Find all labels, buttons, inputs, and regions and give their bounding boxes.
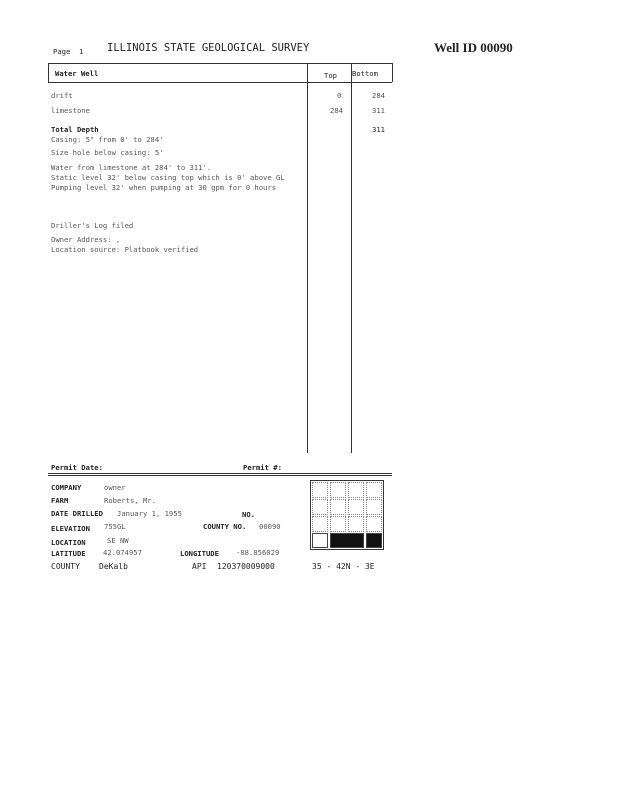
table-top-rule xyxy=(48,63,392,64)
drillers-log-note: Driller's Log filed xyxy=(51,221,134,230)
grid-cell xyxy=(366,482,382,498)
grid-cell xyxy=(366,499,382,515)
grid-cell xyxy=(312,533,328,548)
casing-note: Casing: 5" from 0' to 284' xyxy=(51,135,164,144)
api-label: API xyxy=(192,562,207,571)
owner-address-note: Owner Address: , xyxy=(51,235,121,244)
formation-name: limestone xyxy=(51,106,90,115)
formation-name: drift xyxy=(51,91,73,100)
grid-cell xyxy=(330,499,346,515)
water-from-note: Water from limestone at 284' to 311'. xyxy=(51,163,212,172)
county-no-label: COUNTY NO. xyxy=(203,522,247,531)
table-left-border xyxy=(48,63,49,82)
size-hole-note: Size hole below casing: 5' xyxy=(51,148,164,157)
column-divider-bottom xyxy=(351,63,352,453)
well-id: Well ID 00090 xyxy=(434,40,513,55)
static-level-note: Static level 32' below casing top which is 0' above GL xyxy=(51,173,285,182)
grid-cell xyxy=(366,516,382,532)
grid-cell xyxy=(312,516,328,532)
table-header-rule xyxy=(48,82,392,83)
api-value: 120370009000 xyxy=(217,562,275,571)
section-label: Water Well xyxy=(55,69,99,78)
page-number: 1 xyxy=(78,47,84,56)
longitude-value: -88.856029 xyxy=(236,548,280,557)
latitude-label: LATITUDE xyxy=(51,549,86,558)
latitude-value: 42.074957 xyxy=(103,548,142,557)
section-location-grid xyxy=(310,480,384,550)
township-range: 35 - 42N - 3E xyxy=(312,562,375,571)
page-label: Page 1 xyxy=(53,47,84,56)
column-header-top: Top xyxy=(324,71,337,80)
location-label: LOCATION xyxy=(51,538,86,547)
grid-cell xyxy=(330,482,346,498)
grid-cell xyxy=(312,499,328,515)
county-value: DeKalb xyxy=(99,562,128,571)
total-depth-value: 311 xyxy=(372,125,385,134)
grid-cell xyxy=(348,516,364,532)
county-label: COUNTY xyxy=(51,562,80,571)
grid-cell-marked xyxy=(330,533,364,548)
formation-bottom: 284 xyxy=(372,91,385,100)
formation-top: 284 xyxy=(330,106,343,115)
no-label: NO. xyxy=(242,510,255,519)
longitude-label: LONGITUDE xyxy=(180,549,219,558)
grid-cell xyxy=(348,482,364,498)
grid-cell xyxy=(330,516,346,532)
elevation-value: 755GL xyxy=(104,522,126,531)
total-depth-label: Total Depth xyxy=(51,125,99,134)
date-drilled-label: DATE DRILLED xyxy=(51,509,103,518)
table-right-border xyxy=(392,63,393,82)
permit-rule-2 xyxy=(48,475,392,476)
company-label: COMPANY xyxy=(51,483,82,492)
permit-date-label: Permit Date: xyxy=(51,463,103,472)
elevation-label: ELEVATION xyxy=(51,524,90,533)
formation-top: 0 xyxy=(337,91,342,100)
column-divider-top xyxy=(307,63,308,453)
location-value: SE NW xyxy=(107,536,129,545)
permit-number-label: Permit #: xyxy=(243,463,282,472)
grid-cell-marked xyxy=(366,533,382,548)
location-source-note: Location source: Platbook verified xyxy=(51,245,199,254)
permit-rule-1 xyxy=(48,473,392,474)
grid-cell xyxy=(348,499,364,515)
farm-value: Roberts, Mr. xyxy=(104,496,156,505)
date-drilled-value: January 1, 1955 xyxy=(117,509,182,518)
farm-label: FARM xyxy=(51,496,69,505)
pumping-level-note: Pumping level 32' when pumping at 30 gpm for 0 hours xyxy=(51,183,277,192)
page-title: ILLINOIS STATE GEOLOGICAL SURVEY xyxy=(107,42,310,54)
county-no-value: 00090 xyxy=(259,522,281,531)
column-header-bottom: Bottom xyxy=(352,69,378,78)
company-value: owner xyxy=(104,483,126,492)
grid-cell xyxy=(312,482,328,498)
formation-bottom: 311 xyxy=(372,106,385,115)
